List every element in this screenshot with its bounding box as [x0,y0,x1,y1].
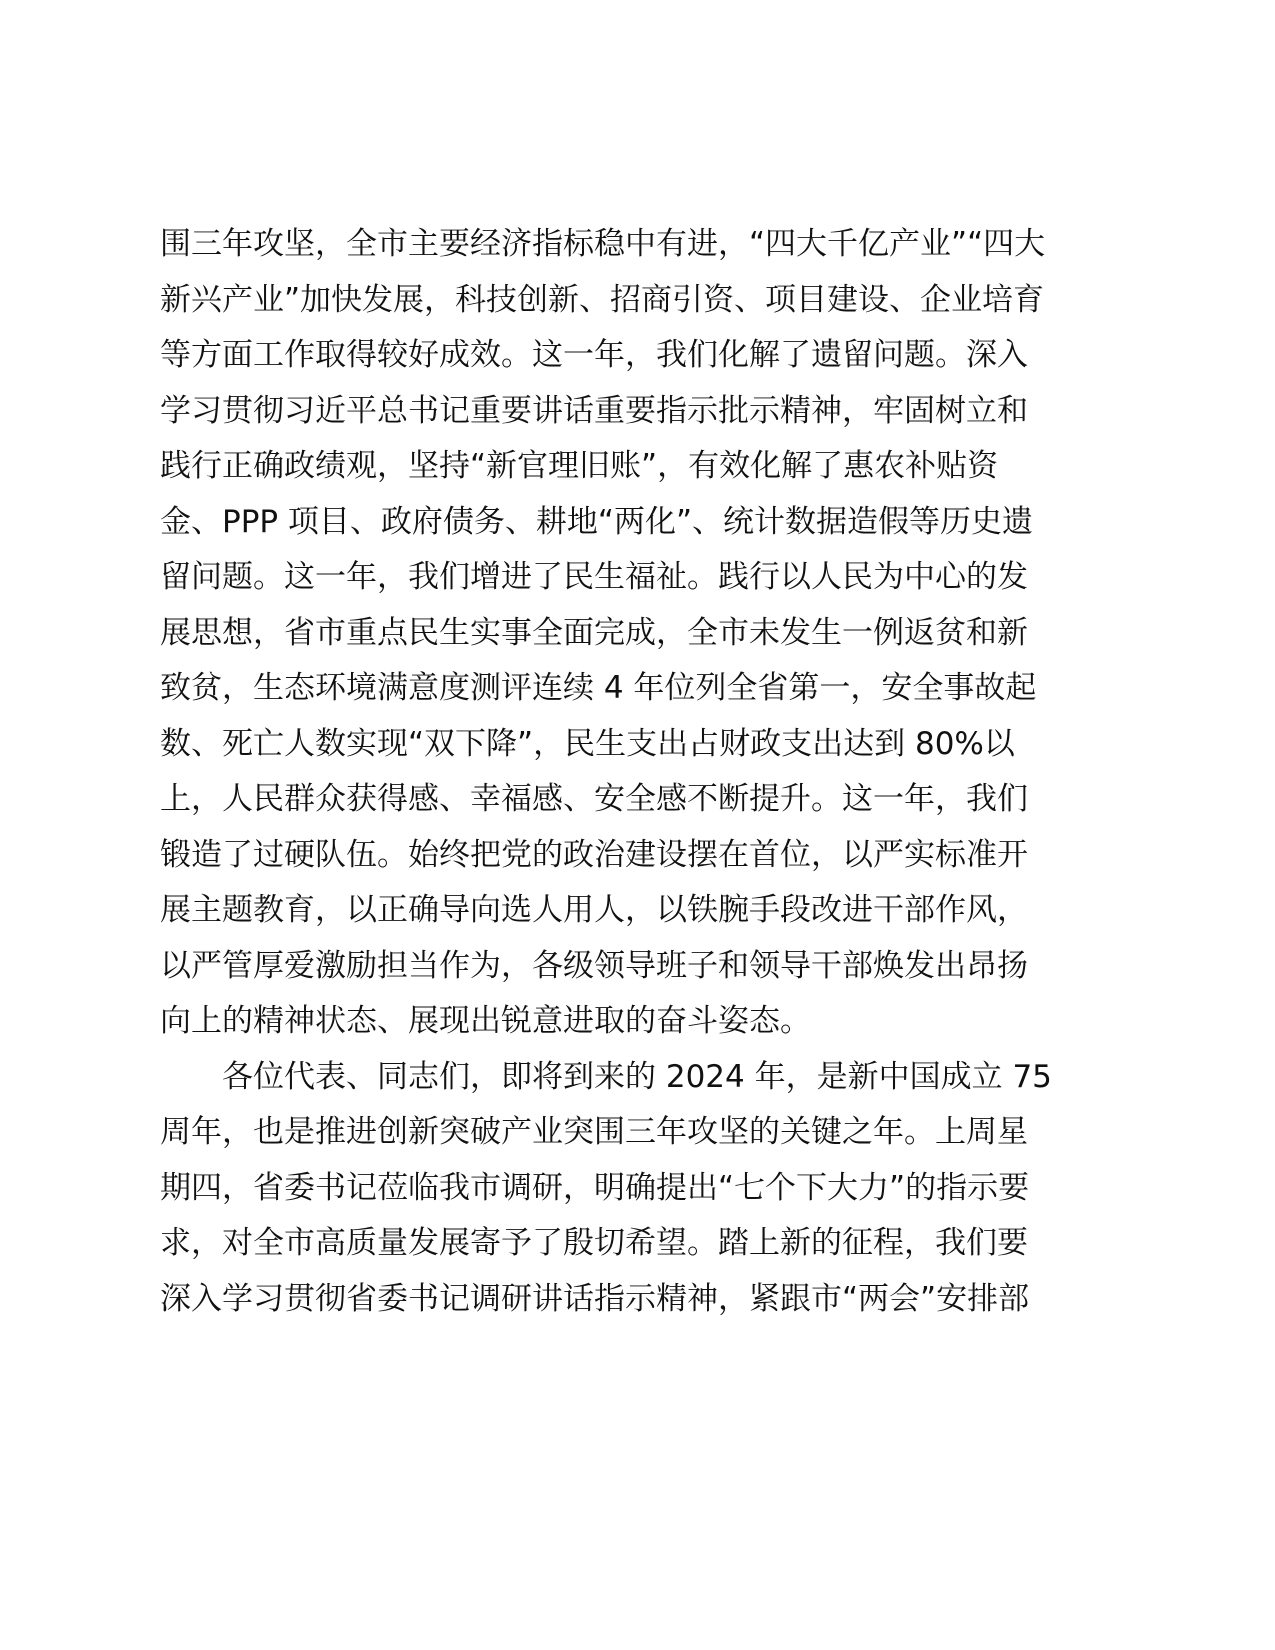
text-line: 求，对全市高质量发展寄予了殷切希望。踏上新的征程，我们要 [160,1225,1028,1261]
text-line: 留问题。这一年，我们增进了民生福祉。践行以人民为中心的发 [160,559,1028,595]
text-line: 新兴产业”加快发展，科技创新、招商引资、项目建设、企业培育 [160,281,1045,318]
paragraph-2 [160,1050,1065,1328]
text-line: 向上的精神状态、展现出锐意进取的奋斗姿态。 [160,1003,811,1039]
text-line: 学习贯彻习近平总书记重要讲话重要指示批示精神，牢固树立和 [160,392,1028,429]
text-line: 锻造了过硬队伍。始终把党的政治建设摆在首位，以严实标准开 [160,836,1028,873]
text-line: 各位代表、同志们，即将到来的 2024 年，是新中国成立 75 [222,1058,1052,1095]
text-line: 围三年攻坚，全市主要经济指标稳中有进，“四大千亿产业”“四大 [160,226,1046,262]
text-line: 践行正确政绩观，坚持“新官理旧账”，有效化解了惠农补贴资 [160,448,999,484]
text-line: 展主题教育，以正确导向选人用人，以铁腕手段改进干部作风， [160,892,1028,928]
text-line: 周年，也是推进创新突破产业突围三年攻坚的关键之年。上周星 [160,1114,1028,1150]
text-line: 以严管厚爱激励担当作为，各级领导班子和领导干部焕发出昂扬 [160,947,1028,984]
document-body [160,217,1065,1327]
text-line: 数、死亡人数实现“双下降”，民生支出占财政支出达到 80%以 [160,725,1015,762]
text-line: 等方面工作取得较好成效。这一年，我们化解了遗留问题。深入 [160,337,1028,373]
paragraph-1 [160,217,1065,1050]
text-line: 金、PPP 项目、政府债务、耕地“两化”、统计数据造假等历史遗 [160,503,1034,540]
text-line: 展思想，省市重点民生实事全面完成，全市未发生一例返贫和新 [160,614,1028,651]
text-line: 致贫，生态环境满意度测评连续 4 年位列全省第一，安全事故起 [160,670,1037,706]
text-line: 期四，省委书记莅临我市调研，明确提出“七个下大力”的指示要 [160,1169,1030,1206]
text-line: 上，人民群众获得感、幸福感、安全感不断提升。这一年，我们 [160,781,1028,817]
text-line: 深入学习贯彻省委书记调研讲话指示精神，紧跟市“两会”安排部 [160,1280,1030,1317]
